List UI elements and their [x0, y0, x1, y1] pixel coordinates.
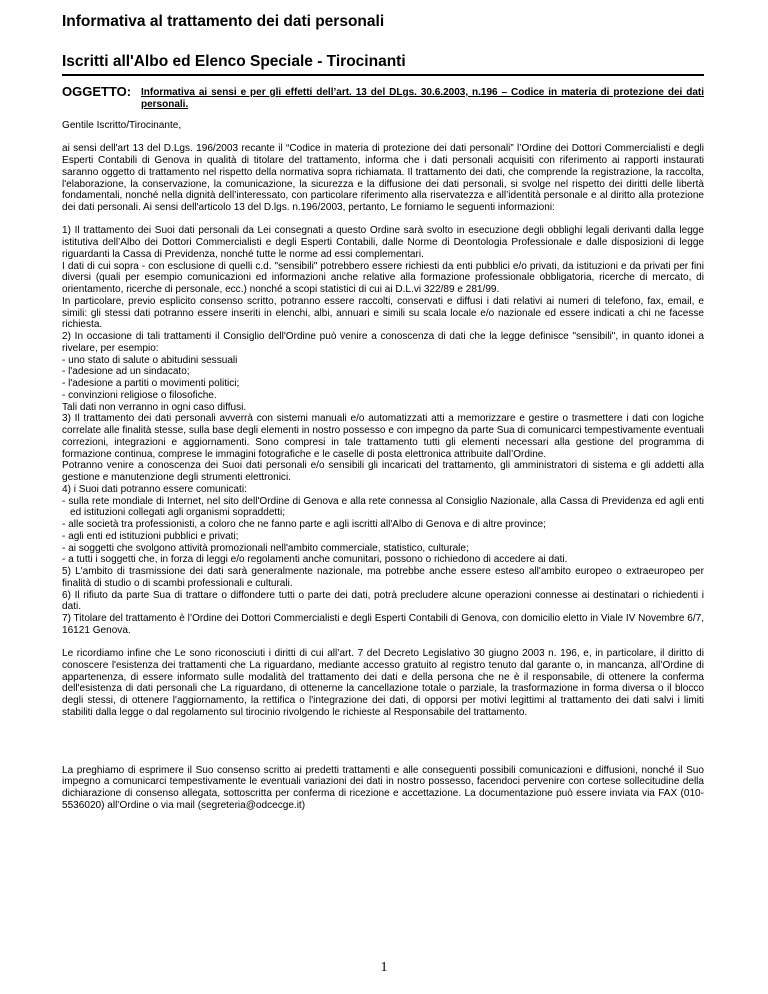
point-2: 2) In occasione di tali trattamenti il Consiglio dell'Ordine può venire a conoscenza di dati che la legge definisce "sensibili", in quanto idonei a rivelare, per esempio:	[62, 331, 704, 354]
point-1-data: I dati di cui sopra - con esclusione di quelli c.d. "sensibili" potrebbero essere richiesti da enti pubblici e/o privati, da istituzioni e da privati per fini diversi (quali per esempio comunicazioni ed informazioni anche relative alla formazione professionale obbligatoria, ricerche di mercato, di orientamento, ricerche di personale, ecc.) nonché a scopi statistici di cui ai D.L.vi 322/89 e 281/99.	[62, 260, 704, 295]
recipient-item: - agli enti ed istituzioni pubblici e privati;	[62, 530, 239, 542]
point-5: 5) L'ambito di trasmissione dei dati sarà generalmente nazionale, ma potrebbe anche essere esteso all'ambito europeo o extraeuropeo per finalità di studio o di scambi professionali e culturali.	[62, 566, 704, 589]
point-6: 6) Il rifiuto da parte Sua di trattare o diffondere tutti o parte dei dati, potrà precludere alcune operazioni connesse ai destinatari o richiedenti i dati.	[62, 589, 704, 613]
recipient-item: - alle società tra professionisti, a coloro che ne fanno parte e agli iscritti all'Albo di Genova e di altre province;	[62, 519, 546, 530]
point-7: 7) Titolare del trattamento è l’Ordine dei Dottori Commercialisti e degli Esperti Contabili di Genova, con domicilio eletto in Viale IV Novembre 6/7, 16121 Genova.	[62, 613, 704, 636]
point-3-access: Potranno venire a conoscenza dei Suoi dati personali e/o sensibili gli incaricati del trattamento, gli amministratori di sistema e gli addetti alla gestione e manutenzione degli strumenti elettronici.	[62, 460, 704, 483]
page-subtitle: Iscritti all'Albo ed Elenco Speciale - Tirocinanti	[62, 53, 406, 70]
title-divider	[62, 74, 704, 76]
point-1: 1) Il trattamento dei Suoi dati personali da Lei consegnati a questo Ordine sarà svolto in esecuzione degli obblighi legali derivanti dalla legge istitutiva dell’Albo dei Dottori Commercialisti e degli Esperti Contabili, dalle Norme di Deontologia Professionale e dalle disposizioni di legge riguardanti la Cassa di Previdenza, nonché tutte le norme ad essi complementari.	[62, 225, 704, 260]
document-body	[62, 120, 704, 812]
subject-label: OGGETTO:	[62, 84, 132, 99]
point-1-consent: In particolare, previo esplicito consenso scritto, potranno essere raccolti, conservati e diffusi i dati relativi ai numeri di telefono, fax, email, e simili: gli stessi dati potranno essere inseriti in elenchi, albi, annuari e simili su scala locale e/o nazionale ed essere indicati a chi ne facesse richiesta.	[62, 295, 704, 331]
recipient-item: - ai soggetti che svolgono attività promozionali nell'ambito commerciale, statistico, culturale;	[62, 542, 469, 554]
recipient-item: - sulla rete mondiale di Internet, nel sito dell'Ordine di Genova e alla rete connessa al Consiglio Nazionale, alla Cassa di Previdenza ed agli enti ed istituzioni collegati agli organismi sopraddetti;	[62, 495, 704, 519]
point-2-note: Tali dati non verranno in ogni caso diffusi.	[62, 401, 247, 413]
subject-text: Informativa ai sensi e per gli effetti dell’art. 13 del DLgs. 30.6.2003, n.196 – Codice in materia di protezione dei dati personali.	[141, 87, 704, 110]
page-title: Informativa al trattamento dei dati personali	[62, 13, 385, 30]
closing-paragraph: La preghiamo di esprimere il Suo consenso scritto ai predetti trattamenti e alle conseguenti possibili comunicazioni e diffusioni, nonché il Suo impegno a comunicarci tempestivamente le eventuali variazioni dei dati in nostro possesso, facendoci pervenire con cortese sollecitudine della dichiarazione di consenso allegata, sottoscritta per conferma di ricezione e accettazione. La documentazione può essere inviata via FAX (010- 5536020) all’Ordine o via mail (segreteria@odcecge.it)	[62, 764, 704, 811]
intro-paragraph: ai sensi dell'art 13 del D.Lgs. 196/2003 recante il “Codice in materia di protezione dei dati personali” l’Ordine dei Dottori Commercialisti e degli Esperti Contabili di Genova in qualità di titolare del trattamento, informa che i dati personali acquisiti con riferimento ai rapporti instaurati saranno oggetto di trattamento nel rispetto della normativa sopra richiamata. Il trattamento dei dati, che comprende la registrazione, la raccolta, l'elaborazione, la conservazione, la comunicazione, la sicurezza e la diffusione dei dati personali, si svolge nel rispetto dei diritti delle libertà fondamentali, nonché nella dignità dell’interessato, con particolare riferimento alla riservatezza e all’identità personale e al diritto alla protezione dei dati personali. Ai sensi dell'articolo 13 del D.lgs. n.196/2003, pertanto, Le forniamo le seguenti informazioni:	[62, 143, 704, 213]
recipient-item: - a tutti i soggetti che, in forza di leggi e/o regolamenti anche comunitari, possono o richiedono di accedere ai dati.	[62, 554, 568, 566]
sensitive-item: - uno stato di salute o abitudini sessuali	[62, 354, 238, 366]
rights-paragraph: Le ricordiamo infine che Le sono riconosciuti i diritti di cui all’art. 7 del Decreto Legislativo 30 giugno 2003 n. 196, e, in particolare, il diritto di conoscere l'esistenza dei trattamenti che La riguardano, mediante accesso gratuito al registro tenuto dal garante o, in mancanza, all’Ordine di appartenenza, di essere informato sulle modalità del trattamento dei dati e della persona che ne è il responsabile, di ottenere la conferma dell'esistenza di dati personali che La riguardano, di ottenerne la cancellazione totale o parziale, la trasformazione in forma diversa o il blocco degli stessi, di ottenere l'aggiornamento, la rettifica o l'integrazione dei dati, di opporsi per motivi legittimi al trattamento dei dati salvi i limiti stabiliti dalla legge o dal regolamento sul tirocinio rivolgendo le richieste al Responsabile del trattamento.	[62, 648, 704, 718]
sensitive-item: - convinzioni religiose o filosofiche.	[62, 389, 217, 401]
greeting: Gentile Iscritto/Tirocinante,	[62, 120, 182, 131]
point-3: 3) Il trattamento dei dati personali avverrà con sistemi manuali e/o automatizzati atti a memorizzare e gestire o trasmettere i dati con logiche correlate alle finalità stesse, sulla base degli elementi in nostro possesso e con impegno da parte Sua di comunicarci tempestivamente eventuali correzioni, integrazioni e aggiornamenti. Sono compresi in tale trattamento tutti gli elementi necessari alla gestione del programma di formazione continua, comprese le immagini fotografiche e le caselle di posta elettronica attribuite dall’Ordine.	[62, 413, 704, 460]
sensitive-item: - l'adesione ad un sindacato;	[62, 366, 190, 378]
point-4: 4) i Suoi dati potranno essere comunicati:	[62, 483, 247, 495]
sensitive-item: - l'adesione a partiti o movimenti politici;	[62, 378, 240, 389]
page-number: 1	[380, 960, 388, 975]
